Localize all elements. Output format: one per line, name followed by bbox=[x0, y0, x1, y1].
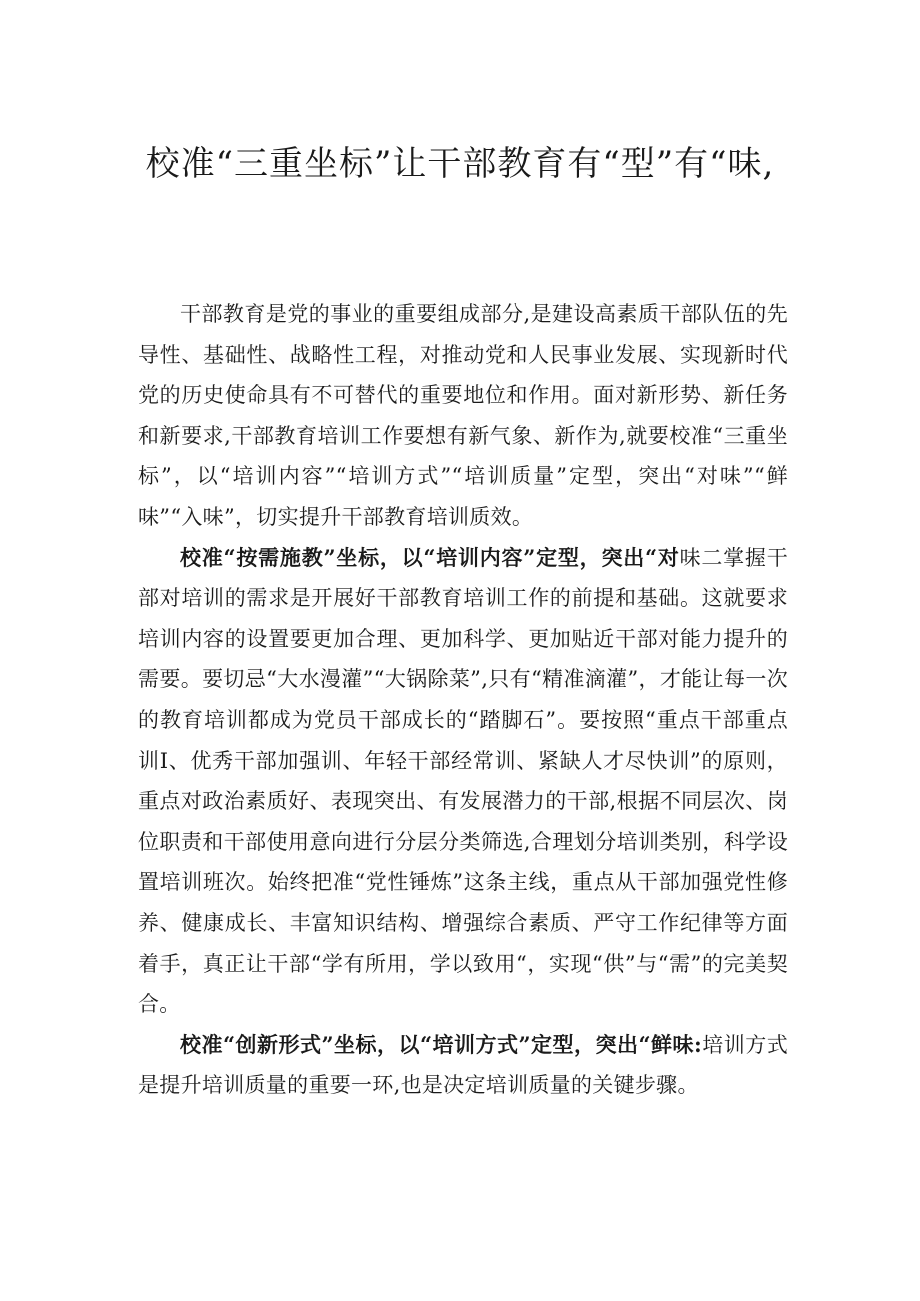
paragraph-section-1 bbox=[138, 538, 788, 1025]
paragraph-section-2 bbox=[138, 1025, 788, 1106]
section-text: 二掌握干部对培训的需求是开展好干部教育培训工作的前提和基础。这就要求培训内容的设置要更加合理、更加科学、更加贴近干部对能力提升的需要。要切忌“大水漫灌”“大锅除菜”,只有“精准滴灌”，才能让每一次的教育培训都成为党员干部成长的“踏脚石”。要按照“重点干部重点训I、优秀干部加强训、年轻干部经常训、紧缺人才尽快训”的原则，重点对政治素质好、表现突出、有发展潜力的干部,根据不同层次、岗位职责和干部使用意向进行分层分类筛选,合理划分培训类别，科学设置培训班次。始终把准“党性锤炼”这条主线，重点从干部加强党性修养、健康成长、丰富知识结构、增强综合素质、严守工作纪律等方面着手，真正让干部“学有所用，学以致用“，实现“供”与“需”的完美契合。 bbox=[138, 545, 788, 1017]
paragraph-text: 干部教育是党的事业的重要组成部分,是建设高素质干部队伍的先导性、基础性、战略性工程，对推动党和人民事业发展、实现新时代党的历史使命具有不可替代的重要地位和作用。面对新形势、新任务和新要求,干部教育培训工作要想有新气象、新作为,就要校准“三重坐标”，以“培训内容”“培训方式”“培训质量”定型，突出“对味”“鲜味”“入味”，切实提升干部教育培训质效。 bbox=[138, 302, 788, 529]
section-heading: 校准“按需施教”坐标，以“培训内容”定型，突出“对 bbox=[180, 544, 680, 570]
document-title: 校准“三重坐标”让干部教育有“型”有“味, bbox=[145, 144, 775, 184]
paragraph-intro bbox=[138, 294, 788, 538]
section-heading: 校准“创新形式”坐标，以“培训方式”定型，突出“鲜味: bbox=[180, 1031, 703, 1057]
section-heading-trail: 味 bbox=[679, 545, 702, 570]
document-body bbox=[138, 294, 788, 1106]
section-text: 培训方式是提升培训质量的重要一环,也是决定培训质量的关键步骤。 bbox=[138, 1032, 789, 1098]
